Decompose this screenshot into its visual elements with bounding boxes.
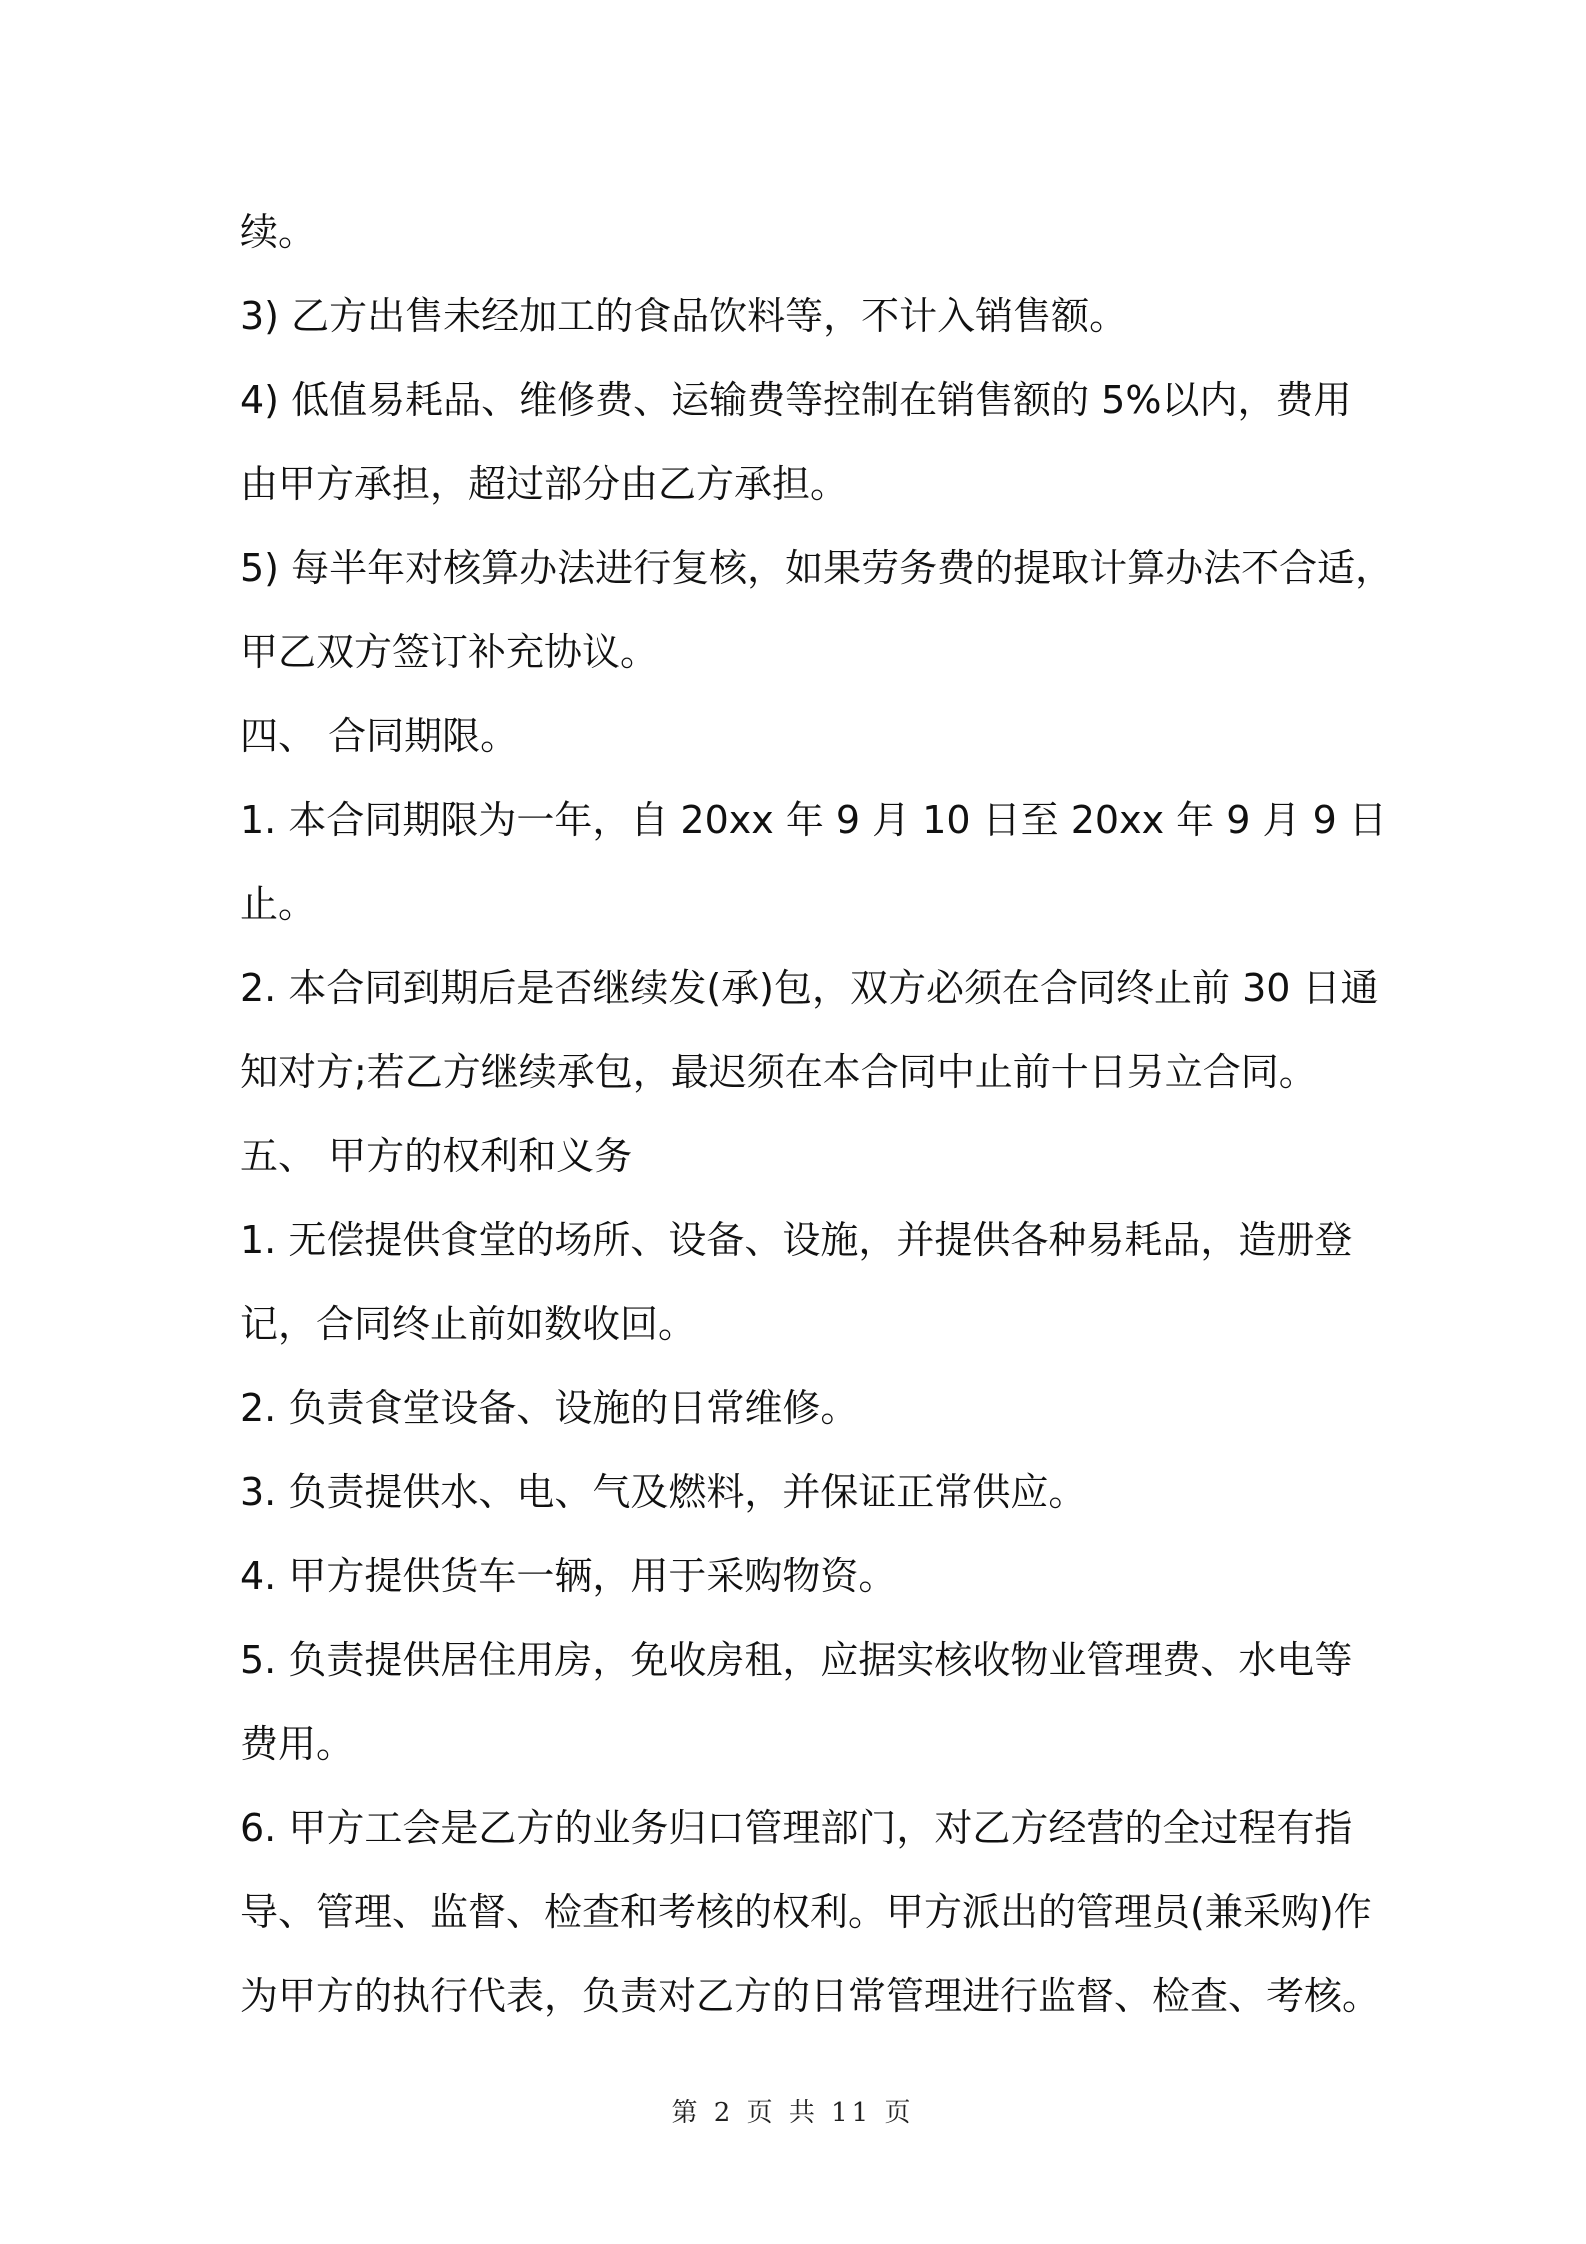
page-footer: 第 2 页 共 11 页 [671,2098,915,2128]
text-line: 由甲方承担，超过部分由乙方承担。 [240,462,849,506]
text-line: 2. 负责食堂设备、设施的日常维修。 [240,1386,859,1430]
text-line: 甲乙双方签订补充协议。 [240,630,659,674]
text-line: 续。 [240,210,317,254]
text-line: 5) 每半年对核算办法进行复核，如果劳务费的提取计算办法不合适， [240,546,1394,590]
text-line: 4. 甲方提供货车一辆，用于采购物资。 [240,1554,897,1598]
section-heading: 四、 合同期限。 [240,714,519,758]
text-line: 3. 负责提供水、电、气及燃料，并保证正常供应。 [240,1470,1087,1514]
text-line: 4) 低值易耗品、维修费、运输费等控制在销售额的 5%以内，费用 [240,378,1352,422]
section-heading: 五、 甲方的权利和义务 [240,1134,633,1178]
text-line: 1. 无偿提供食堂的场所、设备、设施，并提供各种易耗品，造册登 [240,1218,1353,1262]
text-line: 为甲方的执行代表，负责对乙方的日常管理进行监督、检查、考核。 [240,1974,1381,2018]
text-line: 5. 负责提供居住用房，免收房租，应据实核收物业管理费、水电等 [240,1638,1353,1682]
text-line: 3) 乙方出售未经加工的食品饮料等，不计入销售额。 [240,294,1128,338]
text-line: 6. 甲方工会是乙方的业务归口管理部门，对乙方经营的全过程有指 [240,1806,1353,1850]
text-line: 1. 本合同期限为一年，自 20xx 年 9 月 10 日至 20xx 年 9 月 9 日 [240,798,1387,842]
text-line: 知对方;若乙方继续承包，最迟须在本合同中止前十日另立合同。 [240,1050,1317,1094]
text-line: 2. 本合同到期后是否继续发(承)包，双方必须在合同终止前 30 日通 [240,966,1379,1010]
document-body [240,190,1394,2038]
text-line: 导、管理、监督、检查和考核的权利。甲方派出的管理员(兼采购)作 [240,1890,1372,1934]
text-line: 止。 [240,882,317,926]
text-line: 记，合同终止前如数收回。 [240,1302,697,1346]
text-line: 费用。 [240,1722,355,1766]
